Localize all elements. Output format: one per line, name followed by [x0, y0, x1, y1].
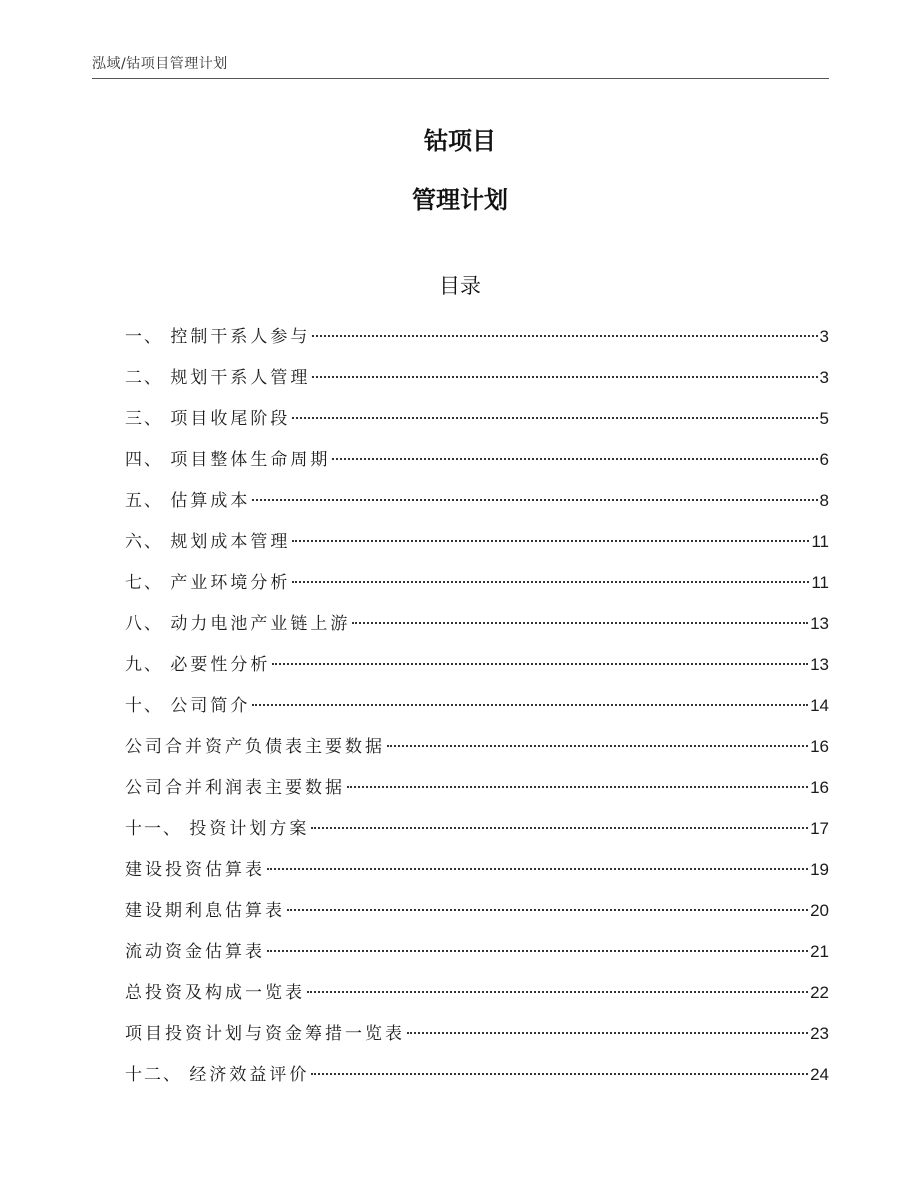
toc-dot-leader: [292, 540, 809, 542]
toc-entry[interactable]: [125, 562, 829, 603]
toc-entry-label: 产业环境分析: [170, 573, 291, 593]
toc-entry[interactable]: [125, 890, 829, 931]
toc-entry-page-number: 11: [811, 573, 829, 592]
toc-entry-page-number: 13: [810, 655, 829, 674]
toc-entry[interactable]: [125, 972, 829, 1013]
toc-entry-number: 十、: [125, 696, 171, 716]
toc-entry-page-number: 14: [810, 696, 829, 715]
toc-entry[interactable]: [125, 439, 829, 480]
toc-dot-leader: [332, 458, 817, 460]
toc-dot-leader: [252, 499, 817, 501]
toc-entry-label: 公司简介: [170, 696, 251, 716]
toc-entry-label: 规划干系人管理: [170, 368, 311, 388]
toc-entry[interactable]: [125, 603, 829, 644]
toc-entry-number: 七、: [125, 573, 171, 593]
toc-entry-page-number: 3: [819, 327, 829, 346]
toc-entry[interactable]: [125, 644, 829, 685]
toc-entry-number: 九、: [125, 655, 171, 675]
document-title-line-2: 管理计划: [412, 186, 508, 214]
toc-entry[interactable]: [125, 480, 829, 521]
header-divider: [92, 78, 829, 79]
toc-dot-leader: [311, 827, 808, 829]
document-title-line-1: 钴项目: [424, 127, 496, 155]
toc-entry-page-number: 22: [810, 983, 829, 1002]
toc-entry-page-number: 11: [811, 532, 829, 551]
toc-entry[interactable]: [125, 521, 829, 562]
toc-entry-label: 项目投资计划与资金筹措一览表: [125, 1024, 405, 1044]
toc-dot-leader: [347, 786, 808, 788]
toc-entry-page-number: 19: [810, 860, 829, 879]
toc-entry-label: 项目收尾阶段: [170, 409, 291, 429]
toc-dot-leader: [287, 909, 808, 911]
toc-entry-page-number: 21: [810, 942, 829, 961]
toc-entry-page-number: 17: [810, 819, 829, 838]
toc-dot-leader: [272, 663, 808, 665]
toc-entry-number: 一、: [125, 327, 171, 347]
toc-entry[interactable]: [125, 1013, 829, 1054]
toc-dot-leader: [267, 950, 808, 952]
toc-dot-leader: [352, 622, 808, 624]
toc-entry-label: 估算成本: [170, 491, 251, 511]
toc-entry[interactable]: [125, 767, 829, 808]
toc-dot-leader: [307, 991, 808, 993]
toc-entry-page-number: 5: [819, 409, 829, 428]
toc-entry-number: 三、: [125, 409, 171, 429]
toc-dot-leader: [292, 417, 817, 419]
toc-entry-label: 动力电池产业链上游: [170, 614, 351, 634]
toc-entry-label: 必要性分析: [170, 655, 271, 675]
toc-entry-label: 项目整体生命周期: [170, 450, 331, 470]
toc-entry-label: 控制干系人参与: [170, 327, 311, 347]
toc-entry-label: 经济效益评价: [189, 1065, 310, 1085]
table-of-contents: [125, 316, 829, 1095]
toc-entry-page-number: 13: [810, 614, 829, 633]
toc-entry-label: 规划成本管理: [170, 532, 291, 552]
toc-entry-page-number: 23: [810, 1024, 829, 1043]
toc-dot-leader: [252, 704, 808, 706]
toc-entry[interactable]: [125, 849, 829, 890]
toc-entry-number: 十二、: [125, 1065, 190, 1085]
toc-entry-number: 二、: [125, 368, 171, 388]
toc-entry[interactable]: [125, 808, 829, 849]
toc-entry-label: 投资计划方案: [189, 819, 310, 839]
toc-dot-leader: [292, 581, 809, 583]
running-header: 泓域/钴项目管理计划: [92, 56, 228, 72]
toc-entry[interactable]: [125, 398, 829, 439]
toc-entry-number: 四、: [125, 450, 171, 470]
toc-entry-label: 流动资金估算表: [125, 942, 265, 962]
toc-entry-page-number: 24: [810, 1065, 829, 1084]
toc-entry[interactable]: [125, 726, 829, 767]
toc-entry-label: 公司合并利润表主要数据: [125, 778, 345, 798]
toc-heading: 目录: [439, 274, 481, 298]
toc-entry-page-number: 8: [819, 491, 829, 510]
toc-entry-page-number: 6: [819, 450, 829, 469]
toc-dot-leader: [312, 335, 817, 337]
toc-dot-leader: [312, 376, 817, 378]
toc-entry[interactable]: [125, 357, 829, 398]
toc-entry-number: 十一、: [125, 819, 190, 839]
toc-dot-leader: [407, 1032, 808, 1034]
toc-entry-number: 八、: [125, 614, 171, 634]
toc-entry[interactable]: [125, 685, 829, 726]
toc-entry-label: 公司合并资产负债表主要数据: [125, 737, 385, 757]
toc-dot-leader: [387, 745, 808, 747]
toc-entry[interactable]: [125, 1054, 829, 1095]
toc-entry-label: 建设期利息估算表: [125, 901, 285, 921]
toc-entry-page-number: 16: [810, 737, 829, 756]
toc-entry[interactable]: [125, 931, 829, 972]
toc-entry-page-number: 20: [810, 901, 829, 920]
toc-entry-label: 总投资及构成一览表: [125, 983, 305, 1003]
toc-dot-leader: [267, 868, 808, 870]
toc-entry[interactable]: [125, 316, 829, 357]
toc-entry-page-number: 16: [810, 778, 829, 797]
toc-entry-number: 六、: [125, 532, 171, 552]
toc-entry-number: 五、: [125, 491, 171, 511]
toc-entry-page-number: 3: [819, 368, 829, 387]
toc-entry-label: 建设投资估算表: [125, 860, 265, 880]
toc-dot-leader: [311, 1073, 808, 1075]
